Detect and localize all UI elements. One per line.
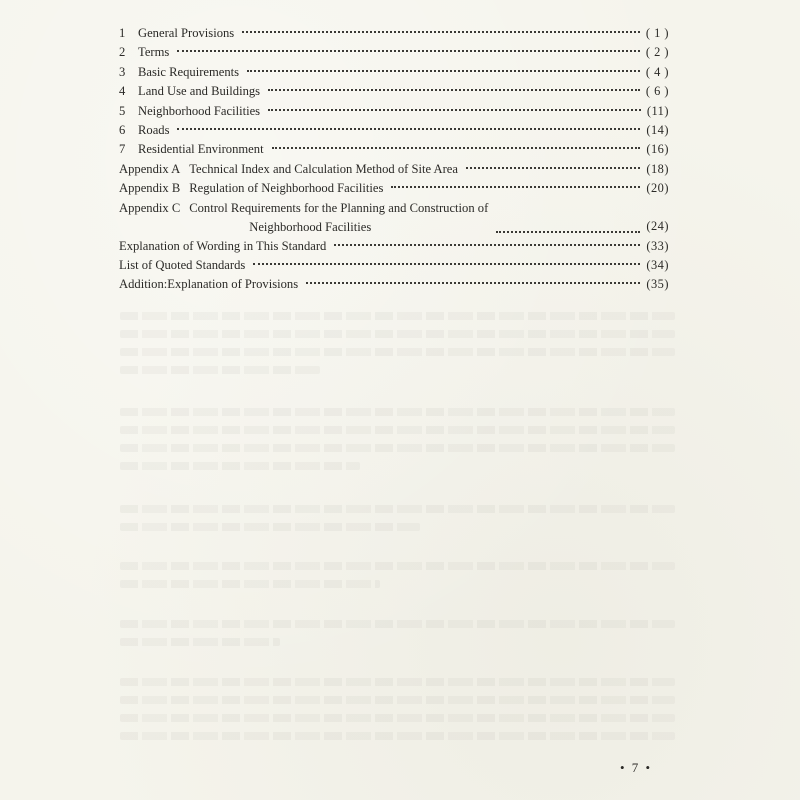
toc-entry-page: (16) bbox=[646, 142, 669, 157]
toc-entry[interactable] bbox=[119, 102, 669, 121]
toc-entry[interactable] bbox=[119, 275, 669, 294]
toc-entry-number: 2 bbox=[119, 45, 126, 60]
toc-entry-page: (20) bbox=[646, 181, 669, 196]
toc-entry-title: Terms bbox=[138, 45, 170, 60]
show-through-text bbox=[120, 505, 675, 513]
toc-entry-page: (24) bbox=[646, 219, 669, 234]
dot-leader bbox=[177, 50, 640, 52]
toc-entry-page: (14) bbox=[646, 122, 669, 137]
toc-entry-page: (34) bbox=[646, 257, 669, 272]
toc-entry-page: ( 1 ) bbox=[645, 26, 669, 40]
show-through-text bbox=[120, 444, 675, 452]
dot-leader bbox=[466, 167, 640, 169]
show-through-text bbox=[120, 678, 675, 686]
show-through-text bbox=[120, 620, 675, 628]
show-through-text bbox=[120, 714, 675, 722]
toc-entry[interactable] bbox=[119, 237, 669, 256]
toc-entry-number: 5 bbox=[119, 103, 126, 118]
dot-leader bbox=[253, 263, 640, 265]
toc-entry-number: Appendix C bbox=[119, 200, 181, 215]
toc-entry-title: Explanation of Wording in This Standard bbox=[119, 238, 327, 253]
toc-entry-title: List of Quoted Standards bbox=[119, 257, 246, 272]
dot-leader bbox=[306, 282, 640, 284]
toc-entry-title: Regulation of Neighborhood Facilities bbox=[189, 181, 384, 196]
toc-entry-page: ( 2 ) bbox=[645, 45, 669, 60]
show-through-text bbox=[120, 580, 380, 588]
show-through-text bbox=[120, 312, 675, 320]
toc-entry-title: Neighborhood Facilities bbox=[138, 103, 261, 118]
toc-entry-title: Addition:Explanation of Provisions bbox=[119, 277, 299, 292]
toc-entry[interactable] bbox=[119, 82, 669, 101]
toc-entry[interactable] bbox=[119, 63, 669, 82]
toc-entry-title-continued: Neighborhood Facilities bbox=[249, 219, 372, 234]
dot-leader bbox=[334, 244, 640, 246]
dot-leader bbox=[268, 109, 641, 111]
toc-entry-title: Basic Requirements bbox=[138, 64, 240, 79]
toc-entry-title: Control Requirements for the Planning and Construction of bbox=[189, 200, 489, 215]
toc-entry-page: (35) bbox=[646, 277, 669, 292]
toc-entry-page: ( 4 ) bbox=[645, 64, 669, 79]
show-through-text bbox=[120, 562, 675, 570]
toc-entry-number: Appendix B bbox=[119, 181, 181, 196]
dot-leader bbox=[272, 147, 641, 149]
toc-entry-page: (18) bbox=[646, 161, 669, 176]
show-through-text bbox=[120, 523, 420, 531]
page-number: • 7 • bbox=[620, 760, 653, 775]
show-through-text bbox=[120, 732, 675, 740]
toc-entry-page: (11) bbox=[646, 103, 669, 118]
dot-leader bbox=[496, 231, 640, 233]
toc-entry-number: 7 bbox=[119, 142, 126, 157]
toc-entry[interactable] bbox=[119, 160, 669, 179]
toc-entry-page: (33) bbox=[646, 238, 669, 253]
toc-entry-title-block bbox=[189, 199, 488, 237]
toc-entry-title: Technical Index and Calculation Method of Site Area bbox=[189, 161, 458, 176]
dot-leader bbox=[268, 89, 640, 91]
toc-entry-title: General Provisions bbox=[138, 26, 235, 40]
toc-entry[interactable] bbox=[119, 43, 669, 62]
show-through-text bbox=[120, 426, 675, 434]
toc-entry-title: Residential Environment bbox=[138, 142, 264, 157]
show-through-text bbox=[120, 348, 675, 356]
show-through-text bbox=[120, 638, 280, 646]
toc-entry-title: Land Use and Buildings bbox=[138, 84, 261, 99]
toc-entry-number: 6 bbox=[119, 122, 126, 137]
dot-leader bbox=[242, 31, 640, 33]
toc-entry-number: 4 bbox=[119, 84, 126, 99]
toc-entry-number: 3 bbox=[119, 64, 126, 79]
dot-leader bbox=[177, 128, 640, 130]
toc-entry[interactable] bbox=[119, 121, 669, 140]
dot-leader bbox=[391, 186, 640, 188]
show-through-text bbox=[120, 330, 675, 338]
toc-entry-number: 1 bbox=[119, 26, 126, 40]
dot-leader bbox=[247, 70, 640, 72]
show-through-text bbox=[120, 366, 320, 374]
show-through-text bbox=[120, 696, 675, 704]
toc-entry-number: Appendix A bbox=[119, 161, 181, 176]
toc-entry[interactable] bbox=[119, 140, 669, 159]
toc-entry[interactable] bbox=[119, 199, 669, 237]
show-through-text bbox=[120, 408, 675, 416]
toc-entry[interactable] bbox=[119, 179, 669, 198]
toc-entry-page: ( 6 ) bbox=[645, 84, 669, 99]
toc-entry[interactable] bbox=[119, 24, 669, 43]
show-through-text bbox=[120, 462, 360, 470]
toc-entry[interactable] bbox=[119, 256, 669, 275]
toc-entry-title: Roads bbox=[138, 122, 170, 137]
table-of-contents bbox=[119, 24, 669, 295]
